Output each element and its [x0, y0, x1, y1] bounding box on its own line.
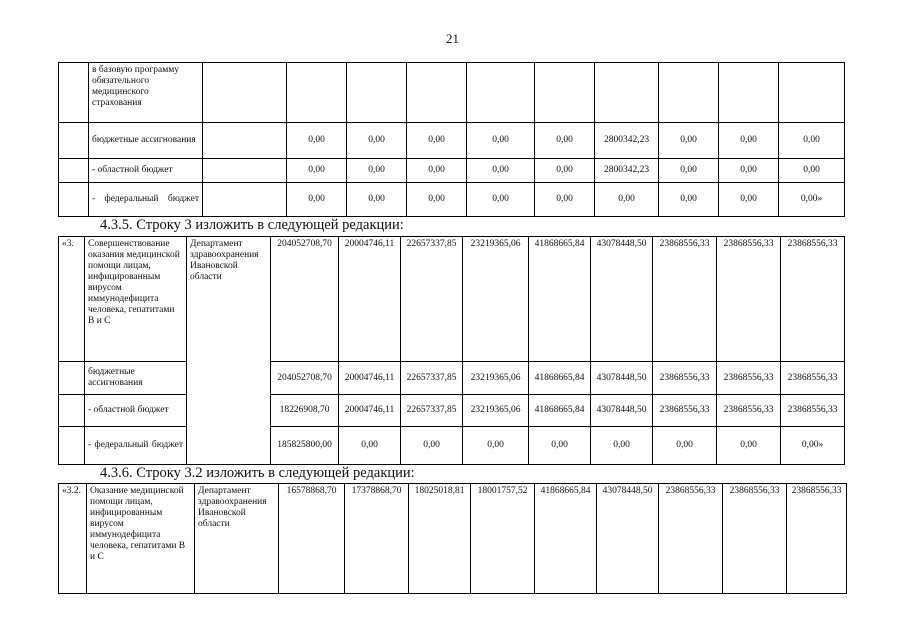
table-cell-value: 0,00 — [653, 427, 717, 465]
table-row — [59, 237, 845, 362]
table-cell-value — [595, 63, 659, 123]
table-cell-value: 0,00 — [347, 159, 407, 183]
table-cell-value: 17378868,70 — [345, 484, 409, 594]
table-cell-value: 0,00 — [595, 183, 659, 217]
table-cell-value: 22657337,85 — [401, 362, 463, 395]
table-cell-value: 0,00 — [347, 123, 407, 159]
table-cell-value: 0,00» — [779, 183, 845, 217]
table-cell-value: 23219365,06 — [463, 237, 529, 362]
section-heading-4-3-5: 4.3.5. Строку 3 изложить в следующей редакции: — [100, 217, 404, 233]
table-cell-value: 0,00 — [467, 123, 535, 159]
table-cell-value: 41868665,84 — [535, 484, 597, 594]
table-cell-value: 185825800,00 — [271, 427, 339, 465]
table-cell-value: 43078448,50 — [597, 484, 659, 594]
table-cell-value: 0,00 — [659, 159, 719, 183]
table-cell-value: 23868556,33 — [653, 395, 717, 427]
table-cell-value: 0,00 — [407, 183, 467, 217]
row-label: бюджетные ассигнования — [85, 362, 187, 395]
table-cell-value — [535, 63, 595, 123]
table-cell-value: 23868556,33 — [659, 484, 723, 594]
table-cell-value: 23219365,06 — [463, 362, 529, 395]
table-cell-value: 0,00 — [779, 159, 845, 183]
table-cell-value — [467, 63, 535, 123]
row-label: - областной бюджет — [89, 159, 203, 183]
table-cell-value: 41868665,84 — [529, 362, 591, 395]
table-cell-value: 23868556,33 — [781, 362, 845, 395]
table-row — [59, 183, 845, 217]
table-cell-value: 43078448,50 — [591, 362, 653, 395]
table-cell-value: 41868665,84 — [529, 237, 591, 362]
table-row — [59, 123, 845, 159]
table-cell-value: 0,00 — [407, 123, 467, 159]
table-cell-value: 0,00 — [717, 427, 781, 465]
table-cell-value — [287, 63, 347, 123]
table-row — [59, 63, 845, 123]
row-label: бюджетные ассигнования — [89, 123, 203, 159]
table-cell-value: 23868556,33 — [723, 484, 787, 594]
table-cell — [59, 427, 85, 465]
table-cell-value: 41868665,84 — [529, 395, 591, 427]
executor: Департамент здравоохранения Ивановской области — [195, 484, 279, 594]
table-cell-value: 20004746,11 — [339, 395, 401, 427]
table-cell-value: 43078448,50 — [591, 395, 653, 427]
table-cell — [59, 362, 85, 395]
table-cell-value: 0,00 — [463, 427, 529, 465]
table-cell-value: 23868556,33 — [653, 237, 717, 362]
table-cell-value: 204052708,70 — [271, 237, 339, 362]
table-cell — [59, 159, 89, 183]
table-cell-value: 0,00 — [287, 183, 347, 217]
table-cell-value: 23868556,33 — [787, 484, 847, 594]
table-row — [59, 427, 845, 465]
table-cell-value: 0,00 — [719, 123, 779, 159]
table-cell — [59, 63, 89, 123]
table-cell-value: 0,00 — [719, 183, 779, 217]
table-cell-value: 23868556,33 — [781, 237, 845, 362]
table-cell-value: 0,00 — [401, 427, 463, 465]
table-cell-value: 0,00 — [659, 123, 719, 159]
table-cell — [203, 123, 287, 159]
table-cell-value: 16578868,70 — [279, 484, 345, 594]
table-cell-value: 23868556,33 — [717, 362, 781, 395]
table-cell — [59, 183, 89, 217]
table-row — [59, 395, 845, 427]
budget-table-row-3-2 — [58, 483, 847, 594]
table-cell-value: 20004746,11 — [339, 362, 401, 395]
table-cell — [59, 395, 85, 427]
table-cell-value: 22657337,85 — [401, 395, 463, 427]
table-cell-value: 0,00 — [591, 427, 653, 465]
row-label: - федеральный бюджет — [85, 427, 187, 465]
table-cell-value: 0,00 — [339, 427, 401, 465]
table-cell-value: 43078448,50 — [591, 237, 653, 362]
table-cell-value — [779, 63, 845, 123]
table-cell-value: 0,00 — [287, 159, 347, 183]
table-cell-value: 22657337,85 — [401, 237, 463, 362]
table-cell-value: 0,00 — [347, 183, 407, 217]
row-number: «3. — [59, 237, 85, 362]
row-label: в базовую программу обязательного медицинского страхования — [89, 63, 203, 123]
table-row — [59, 362, 845, 395]
table-cell-value: 0,00» — [781, 427, 845, 465]
table-cell — [59, 123, 89, 159]
table-cell-value: 0,00 — [535, 123, 595, 159]
table-row — [59, 484, 847, 594]
table-cell-value: 0,00 — [467, 159, 535, 183]
budget-table-continuation — [58, 62, 845, 217]
table-cell-value: 0,00 — [779, 123, 845, 159]
row-label: - федеральный бюджет — [89, 183, 203, 217]
table-cell — [203, 63, 287, 123]
table-cell-value: 18025018,81 — [409, 484, 471, 594]
page-number: 21 — [446, 31, 459, 46]
budget-table-row-3 — [58, 236, 845, 465]
table-cell-value — [347, 63, 407, 123]
section-heading-4-3-6: 4.3.6. Строку 3.2 изложить в следующей редакции: — [100, 465, 415, 481]
table-cell-value — [659, 63, 719, 123]
row-title: Оказание медицинской помощи лицам, инфицированным вирусом иммунодефицита человека, гепатитами В и С — [87, 484, 195, 594]
row-title: Совершенствование оказания медицинской помощи лицам, инфицированным вирусом иммунодефицита человека, гепатитами В и С — [85, 237, 187, 362]
table-cell-value: 0,00 — [659, 183, 719, 217]
table-cell-value: 204052708,70 — [271, 362, 339, 395]
executor: Департамент здравоохранения Ивановской области — [187, 237, 271, 465]
table-cell-value: 23868556,33 — [781, 395, 845, 427]
row-number: «3.2. — [59, 484, 87, 594]
table-cell-value: 23868556,33 — [717, 395, 781, 427]
table-cell — [203, 159, 287, 183]
table-cell-value: 23868556,33 — [653, 362, 717, 395]
table-cell — [203, 183, 287, 217]
table-cell-value — [719, 63, 779, 123]
table-cell-value — [407, 63, 467, 123]
row-label: - областной бюджет — [85, 395, 187, 427]
table-cell-value: 0,00 — [407, 159, 467, 183]
table-cell-value: 0,00 — [535, 183, 595, 217]
table-cell-value: 2800342,23 — [595, 123, 659, 159]
table-cell-value: 2800342,23 — [595, 159, 659, 183]
table-cell-value: 18226908,70 — [271, 395, 339, 427]
table-cell-value: 0,00 — [535, 159, 595, 183]
table-row — [59, 159, 845, 183]
table-cell-value: 23219365,06 — [463, 395, 529, 427]
table-cell-value: 0,00 — [529, 427, 591, 465]
table-cell-value: 23868556,33 — [717, 237, 781, 362]
table-cell-value: 0,00 — [287, 123, 347, 159]
table-cell-value: 0,00 — [719, 159, 779, 183]
table-cell-value: 18001757,52 — [471, 484, 535, 594]
table-cell-value: 20004746,11 — [339, 237, 401, 362]
table-cell-value: 0,00 — [467, 183, 535, 217]
